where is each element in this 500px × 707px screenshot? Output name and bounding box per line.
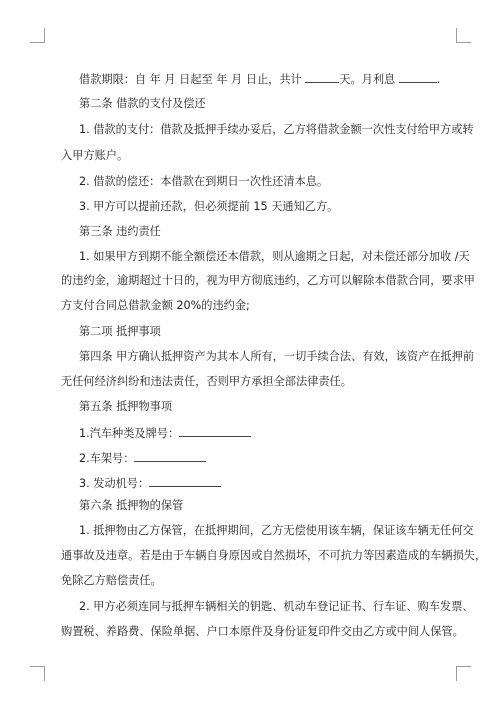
frame-number-field xyxy=(79,450,206,466)
item-2-heading: 第二项 抵押事项 xyxy=(79,325,161,338)
article-4-line-2: 无任何经济纠纷和违法责任，否则甲方承担全部法律责任。 xyxy=(61,375,352,388)
article-6-clause-1-line-3: 免除乙方赔偿责任。 xyxy=(61,574,162,587)
article-6-clause-1-line-2: 通事故及违章。若是由于车辆自身原因或自然损坏，不可抗力等因素造成的车辆损失， xyxy=(61,549,487,562)
article-2-clause-1-line-2: 入甲方账户。 xyxy=(61,149,129,162)
engine-number-blank xyxy=(149,475,221,487)
car-model-label: 1.汽车种类及牌号： xyxy=(79,427,180,440)
article-3-clause-1-line-3: 方支付合同总借款金额 20%的违约金; xyxy=(61,299,250,312)
engine-number-label: 3. 发动机号： xyxy=(79,477,150,490)
article-6-clause-1-line-1: 1. 抵押物由乙方保管，在抵押期间，乙方无偿使用该车辆，保证该车辆无任何交 xyxy=(79,524,474,537)
frame-number-label: 2.车架号： xyxy=(79,452,135,465)
article-3-clause-1-line-1: 1. 如果甲方到期不能全额偿还本借款，则从逾期之日起，对未偿还部分加收 /天 xyxy=(79,250,470,263)
article-3-heading: 第三条 违约责任 xyxy=(79,225,161,238)
loan-days-blank xyxy=(305,71,339,83)
article-6-clause-2-line-2: 购置税、养路费、保险单据、户口本原件及身份证复印件交由乙方或中间人保管。 xyxy=(61,625,464,638)
loan-term-suffix: . xyxy=(436,73,441,86)
monthly-interest-blank xyxy=(399,71,437,83)
article-4-line-1: 第四条 甲方确认抵押资产为其本人所有，一切手续合法、有效，该资产在抵押前 xyxy=(79,350,475,363)
article-2-heading: 第二条 借款的支付及偿还 xyxy=(79,97,206,110)
article-2-clause-2: 2. 借款的偿还：本借款在到期日一次性还清本息。 xyxy=(79,175,329,188)
loan-term-mid: 天。月利息 xyxy=(339,73,399,86)
car-model-field xyxy=(79,425,251,441)
loan-term-line xyxy=(79,71,440,87)
article-2-clause-1-line-1: 1. 借款的支付：借款及抵押手续办妥后，乙方将借款金额一次性支付给甲方或转 xyxy=(79,123,474,136)
car-model-blank xyxy=(179,425,251,437)
article-6-heading: 第六条 抵押物的保管 xyxy=(79,499,184,512)
engine-number-field xyxy=(79,475,221,491)
article-6-clause-2-line-1: 2. 甲方必须连同与抵押车辆相关的钥匙、机动车登记证书、行车证、购车发票、 xyxy=(79,600,474,613)
frame-number-blank xyxy=(134,450,206,462)
article-2-clause-3: 3. 甲方可以提前还款，但必须提前 15 天通知乙方。 xyxy=(79,200,339,213)
article-5-heading: 第五条 抵押物事项 xyxy=(79,400,173,413)
loan-term-prefix: 借款期限：自 年 月 日起至 年 月 日止，共计 xyxy=(79,73,306,86)
article-3-clause-1-line-2: 的违约金，逾期超过十日的，视为甲方彻底违约，乙方可以解除本借款合同，要求甲 xyxy=(61,274,475,287)
